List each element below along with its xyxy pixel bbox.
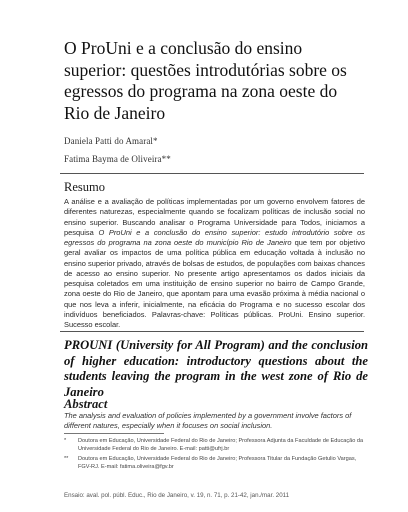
footnote-mark: *: [64, 438, 67, 444]
section-divider: [60, 331, 364, 332]
footnote-text: Doutora em Educação, Universidade Federal do Rio de Janeiro; Professora Adjunta da Faculdade de Educação da Universidade Federal do Rio de Janeiro. E-mail: patti@ufrj.br: [78, 438, 364, 452]
resumo-heading: Resumo: [64, 180, 105, 194]
resumo-text-part-1: A análise e a avaliação de políticas implementadas por um governo envolvem fatores de diferentes naturezas, especialmente quando se focalizam políticas de inclusão social no ensino superior. Buscando analisar o Programa Universidade para Todos, iniciamos a pesquisa: [64, 197, 365, 237]
abstract-text: The analysis and evaluation of policies implemented by a government involve factors of different natures, especially when it focuses on social inclusion.: [64, 411, 352, 430]
abstract-heading: Abstract: [64, 397, 108, 411]
author-2: Fatima Bayma de Oliveira**: [64, 154, 171, 164]
footnote-mark: **: [64, 456, 69, 462]
footnote-1: [64, 438, 364, 453]
footnote-text: Doutora em Educação, Universidade Federal do Rio de Janeiro; Professora Titular da Fundação Getulio Vargas, FGV-RJ. E-mail: fatima.oliveira@fgv.br: [78, 456, 357, 470]
footnote-divider: [64, 433, 164, 434]
english-title: PROUNI (University for All Program) and the conclusion of higher education: introductory questions about the students leaving the program in the west zone of Rio de Janeiro: [64, 338, 368, 399]
resumo-text-part-2: que tem por objetivo geral avaliar os impactos de uma política pública em educação voltada à inclusão no ensino superior privado, através de bolsas de estudos, de populações com baixas chances de acesso ao ensino superior. No presente artigo apresentamos os dados iniciais da pesquisa coletados em uma instituição de ensino superior no bairro de Campo Grande, zona oeste do Rio de Janeiro, que apontam para uma evasão próxima à média nacional o que nos leva a inferir, inicialmente, na eficácia do Programa e no sucesso escolar dos indivíduos beneficiados.: [64, 238, 365, 319]
resumo-research-title: O ProUni e a conclusão do ensino superior: estudo introdutório sobre os egressos do programa na zona oeste do município Rio de Janeiro: [64, 227, 366, 247]
section-divider: [60, 173, 364, 174]
resumo-text: [64, 197, 365, 330]
author-1: Daniela Patti do Amaral*: [64, 136, 158, 146]
article-title: O ProUni e a conclusão do ensino superior: questões introdutórias sobre os egressos do programa na zona oeste do Rio de Janeiro: [64, 38, 347, 123]
journal-citation: Ensaio: aval. pol. públ. Educ., Rio de Janeiro, v. 19, n. 71, p. 21-42, jan./mar. 2011: [64, 492, 290, 499]
resumo-keywords: Palavras-chave: Políticas públicas. ProUni. Ensino superior. Sucesso escolar.: [64, 309, 366, 329]
footnote-2: [64, 456, 364, 471]
